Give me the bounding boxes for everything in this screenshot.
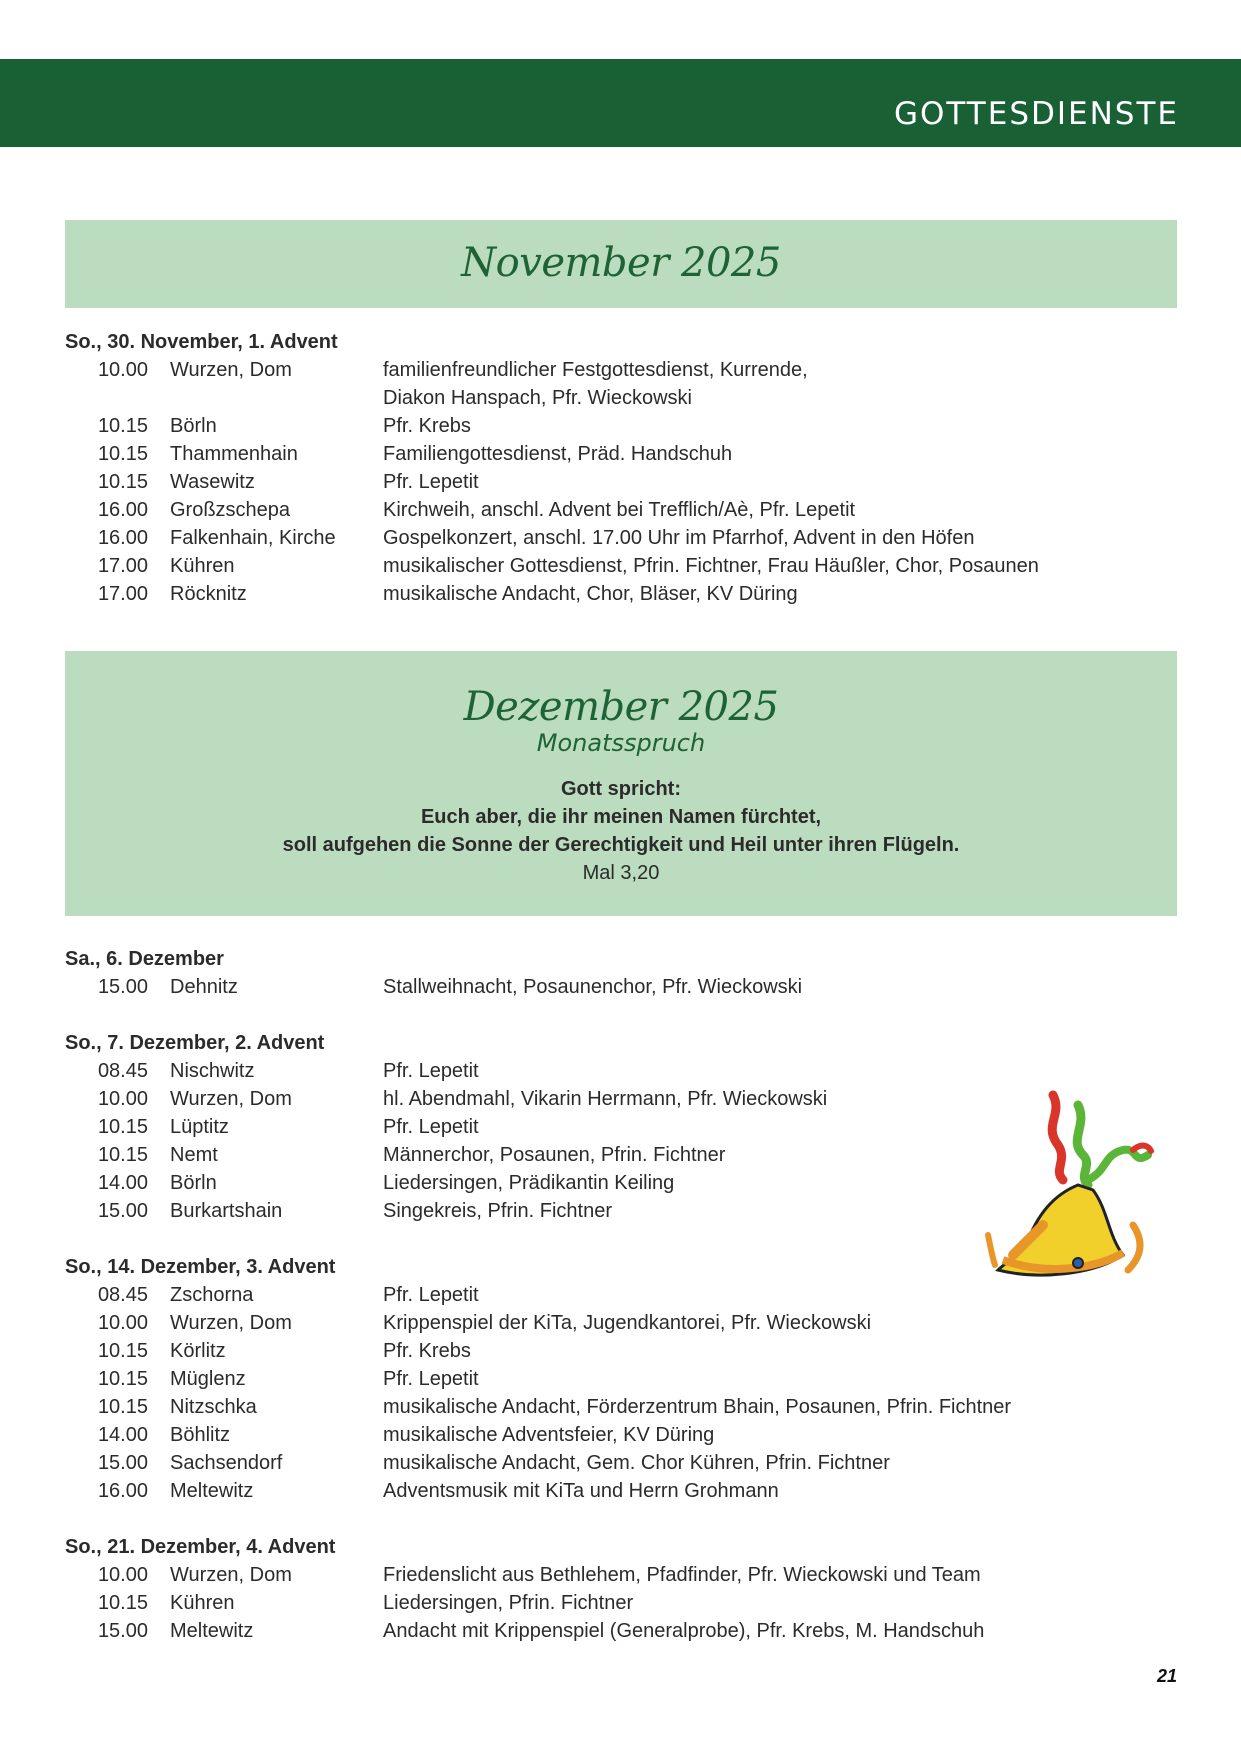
- service-row: [65, 1309, 1177, 1337]
- page-number: 21: [1156, 1666, 1177, 1686]
- verse-reference: Mal 3,20: [582, 862, 660, 884]
- day-heading: So., 21. Dezember, 4. Advent: [65, 1536, 336, 1558]
- schedule-november: [65, 328, 1177, 608]
- service-time: 10.00: [97, 359, 148, 381]
- month-box-november: [65, 220, 1177, 308]
- service-description: Andacht mit Krippenspiel (Generalprobe), Pfr. Krebs, M. Handschuh: [383, 1620, 985, 1642]
- service-description: Pfr. Krebs: [383, 415, 471, 437]
- service-time: 15.00: [97, 1200, 148, 1222]
- service-time: 15.00: [97, 976, 148, 998]
- service-row-continuation: [65, 384, 1177, 412]
- service-time: 17.00: [97, 555, 148, 577]
- service-place: Sachsendorf: [170, 1452, 283, 1474]
- service-place: Nemt: [170, 1144, 218, 1166]
- month-subtitle: Monatsspruch: [536, 729, 706, 757]
- day-heading: So., 14. Dezember, 3. Advent: [65, 1256, 336, 1278]
- service-time: 15.00: [97, 1452, 148, 1474]
- service-row: [65, 552, 1177, 580]
- service-time: 16.00: [97, 499, 148, 521]
- service-place: Körlitz: [170, 1340, 226, 1362]
- christmas-bell-icon: [983, 1085, 1163, 1285]
- service-row: [65, 1365, 1177, 1393]
- service-description: musikalischer Gottesdienst, Pfrin. Fichtner, Frau Häußler, Chor, Posaunen: [383, 555, 1039, 577]
- service-row: [65, 524, 1177, 552]
- service-time: 08.45: [97, 1060, 148, 1082]
- service-description: familienfreundlicher Festgottesdienst, Kurrende,: [383, 359, 808, 381]
- section-title: GOTTESDIENSTE: [893, 96, 1179, 132]
- service-place: Thammenhain: [170, 443, 298, 465]
- service-row: [65, 1393, 1177, 1421]
- verse-line: Gott spricht:: [561, 778, 681, 800]
- service-place: Lüptitz: [170, 1116, 229, 1138]
- service-description: Liedersingen, Pfrin. Fichtner: [383, 1592, 634, 1614]
- service-time: 10.15: [97, 1144, 148, 1166]
- service-time: 15.00: [97, 1620, 148, 1642]
- verse-line: Euch aber, die ihr meinen Namen fürchtet,: [420, 806, 822, 828]
- service-description: Gospelkonzert, anschl. 17.00 Uhr im Pfarrhof, Advent in den Höfen: [383, 527, 975, 549]
- service-place: Wurzen, Dom: [170, 1312, 292, 1334]
- service-place: Börln: [170, 415, 217, 437]
- verse-line: soll aufgehen die Sonne der Gerechtigkeit und Heil unter ihren Flügeln.: [282, 834, 960, 856]
- service-row: [65, 1449, 1177, 1477]
- service-time: 10.15: [97, 1116, 148, 1138]
- service-description: Krippenspiel der KiTa, Jugendkantorei, Pfr. Wieckowski: [383, 1312, 872, 1334]
- service-row: [65, 1617, 1177, 1645]
- day-heading: So., 30. November, 1. Advent: [65, 331, 338, 353]
- service-place: Röcknitz: [170, 583, 247, 605]
- service-time: 16.00: [97, 527, 148, 549]
- month-title: Dezember 2025: [463, 684, 779, 730]
- service-place: Börln: [170, 1172, 217, 1194]
- service-row: [65, 1421, 1177, 1449]
- service-place: Falkenhain, Kirche: [170, 527, 336, 549]
- service-time: 14.00: [97, 1172, 148, 1194]
- service-description: Pfr. Lepetit: [383, 1368, 479, 1390]
- service-row: [65, 1589, 1177, 1617]
- service-place: Wurzen, Dom: [170, 1088, 292, 1110]
- service-place: Wurzen, Dom: [170, 359, 292, 381]
- day-heading: Sa., 6. Dezember: [65, 948, 224, 970]
- service-place: Nitzschka: [170, 1396, 257, 1418]
- service-time: 17.00: [97, 583, 148, 605]
- service-row: [65, 440, 1177, 468]
- service-place: Wasewitz: [170, 471, 255, 493]
- service-place: Meltewitz: [170, 1620, 254, 1642]
- service-description: Diakon Hanspach, Pfr. Wieckowski: [383, 387, 693, 409]
- service-time: 10.15: [97, 471, 148, 493]
- service-place: Großzschepa: [170, 499, 291, 521]
- service-place: Nischwitz: [170, 1060, 255, 1082]
- service-description: Singekreis, Pfrin. Fichtner: [383, 1200, 612, 1222]
- service-place: Zschorna: [170, 1284, 254, 1306]
- service-row: [65, 496, 1177, 524]
- service-place: Wurzen, Dom: [170, 1564, 292, 1586]
- service-description: Kirchweih, anschl. Advent bei Trefflich/Aè, Pfr. Lepetit: [383, 499, 856, 521]
- service-description: hl. Abendmahl, Vikarin Herrmann, Pfr. Wieckowski: [383, 1088, 828, 1110]
- service-row: [65, 1477, 1177, 1505]
- service-time: 10.15: [97, 1368, 148, 1390]
- service-row: [65, 412, 1177, 440]
- service-place: Kühren: [170, 1592, 235, 1614]
- service-description: Männerchor, Posaunen, Pfrin. Fichtner: [383, 1144, 726, 1166]
- month-title: November 2025: [461, 240, 781, 286]
- service-time: 08.45: [97, 1284, 148, 1306]
- service-row: [65, 356, 1177, 384]
- service-time: 10.15: [97, 1396, 148, 1418]
- service-description: Adventsmusik mit KiTa und Herrn Grohmann: [383, 1480, 779, 1502]
- service-time: 16.00: [97, 1480, 148, 1502]
- service-time: 10.15: [97, 443, 148, 465]
- day-heading: So., 7. Dezember, 2. Advent: [65, 1032, 325, 1054]
- service-description: musikalische Andacht, Förderzentrum Bhain, Posaunen, Pfrin. Fichtner: [383, 1396, 1012, 1418]
- service-time: 10.00: [97, 1088, 148, 1110]
- service-time: 10.15: [97, 415, 148, 437]
- service-description: Pfr. Lepetit: [383, 1284, 479, 1306]
- service-description: Pfr. Lepetit: [383, 1116, 479, 1138]
- service-description: Stallweihnacht, Posaunenchor, Pfr. Wieckowski: [383, 976, 803, 998]
- service-description: Familiengottesdienst, Präd. Handschuh: [383, 443, 733, 465]
- service-place: Böhlitz: [170, 1424, 231, 1446]
- service-description: Friedenslicht aus Bethlehem, Pfadfinder, Pfr. Wieckowski und Team: [383, 1564, 981, 1586]
- service-row: [65, 1057, 1177, 1085]
- service-description: musikalische Andacht, Gem. Chor Kühren, Pfrin. Fichtner: [383, 1452, 890, 1474]
- service-time: 14.00: [97, 1424, 148, 1446]
- service-description: Pfr. Lepetit: [383, 471, 479, 493]
- service-time: 10.15: [97, 1340, 148, 1362]
- service-place: Kühren: [170, 555, 235, 577]
- service-description: musikalische Adventsfeier, KV Düring: [383, 1424, 715, 1446]
- service-row: [65, 468, 1177, 496]
- service-description: Pfr. Krebs: [383, 1340, 471, 1362]
- service-place: Meltewitz: [170, 1480, 254, 1502]
- schedule-dezember: [65, 945, 1177, 1645]
- service-row: [65, 973, 1177, 1001]
- service-description: musikalische Andacht, Chor, Bläser, KV Düring: [383, 583, 798, 605]
- service-place: Müglenz: [170, 1368, 246, 1390]
- month-box-dezember: [65, 651, 1177, 916]
- service-row: [65, 1281, 1177, 1309]
- service-time: 10.00: [97, 1564, 148, 1586]
- service-row: [65, 580, 1177, 608]
- service-row: [65, 1337, 1177, 1365]
- service-row: [65, 1561, 1177, 1589]
- service-time: 10.15: [97, 1592, 148, 1614]
- service-time: 10.00: [97, 1312, 148, 1334]
- service-description: Pfr. Lepetit: [383, 1060, 479, 1082]
- service-description: Liedersingen, Prädikantin Keiling: [383, 1172, 675, 1194]
- service-place: Burkartshain: [170, 1200, 283, 1222]
- service-place: Dehnitz: [170, 976, 238, 998]
